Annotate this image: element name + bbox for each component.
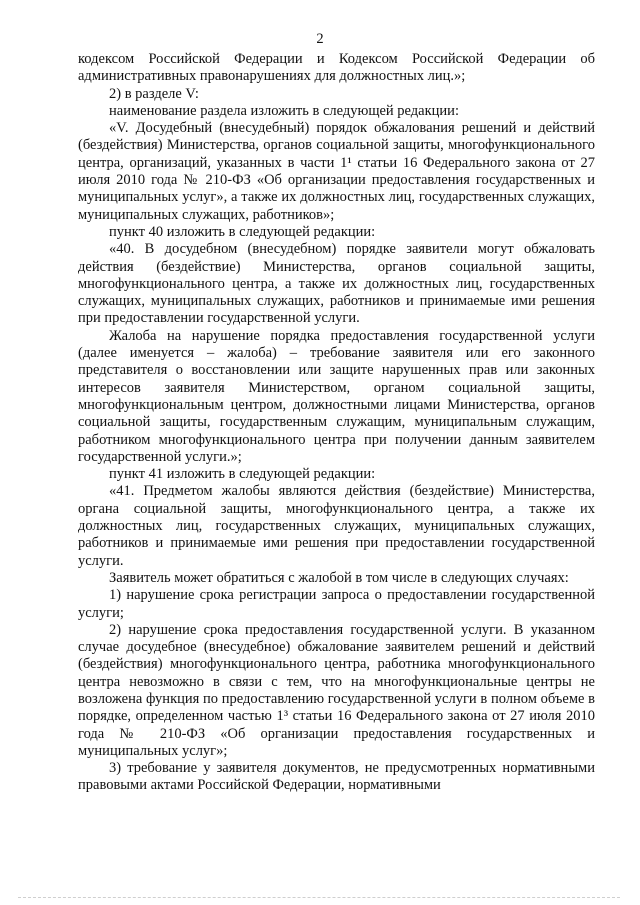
paragraph: 2) нарушение срока предоставления государственной услуги. В указанном случае досудебное (внесудебное) обжалование заявителем решений и действий (бездействия) многофункционального центра, работника многофункционального центра невозможно в связи с тем, что на многофункциональные центры не возложена функция по предоставлению государственной услуги в полном объеме в порядке, определенном частью 1³ статьи 16 Федерального закона от 27 июля 2010 года № 210-ФЗ «Об организации предоставления государственных и муниципальных услуг»; (78, 621, 595, 759)
document-body (78, 51, 595, 795)
paragraph: кодексом Российской Федерации и Кодексом Российской Федерации об административных правонарушениях для должностных лиц.»; (78, 51, 595, 85)
paragraph: «V. Досудебный (внесудебный) порядок обжалования решений и действий (бездействия) Министерства, органов социальной защиты, многофункционального центра, организаций, указанных в части 1¹ статьи 16 Федерального закона от 27 июля 2010 года № 210-ФЗ «Об организации предоставления государственных и муниципальных услуг», а также их должностных лиц, государственных служащих, муниципальных служащих, работников»; (78, 120, 595, 223)
paragraph: наименование раздела изложить в следующей редакции: (109, 102, 459, 119)
paragraph: 1) нарушение срока регистрации запроса о предоставлении государственной услуги; (78, 587, 595, 621)
paragraph: 3) требование у заявителя документов, не предусмотренных нормативными правовыми актами Российской Федерации, нормативными (78, 760, 595, 794)
paragraph: Заявитель может обратиться с жалобой в том числе в следующих случаях: (109, 569, 569, 586)
paragraph: 2) в разделе V: (109, 85, 199, 102)
paragraph: пункт 40 изложить в следующей редакции: (109, 223, 376, 240)
paragraph: «41. Предметом жалобы являются действия (бездействие) Министерства, органа социальной защиты, многофункционального центра, а также их должностных лиц, государственных служащих, муниципальных служащих, работников и принимаемые ими решения при предоставлении государственной услуги. (78, 483, 595, 569)
page-number: 2 (316, 31, 324, 47)
page-bottom-rule (18, 897, 620, 898)
paragraph: Жалоба на нарушение порядка предоставления государственной услуги (далее именуется – жалоба) – требование заявителя или его законного представителя о восстановлении или защите нарушенных прав или законных интересов заявителя Министерством, органом социальной защиты, многофункциональным центром, должностными лицами Министерства, органов социальной защиты, государственным служащим, муниципальным служащим, работником многофункционального центра при получении данным заявителем государственной услуги.»; (78, 327, 595, 465)
paragraph: пункт 41 изложить в следующей редакции: (109, 466, 376, 483)
paragraph: «40. В досудебном (внесудебном) порядке заявители могут обжаловать действия (бездействие) Министерства, органов социальной защиты, многофункционального центра, а также их должностных лиц, государственных служащих, муниципальных служащих, работников и принимаемые ими решения при предоставлении государственной услуги. (78, 241, 595, 327)
